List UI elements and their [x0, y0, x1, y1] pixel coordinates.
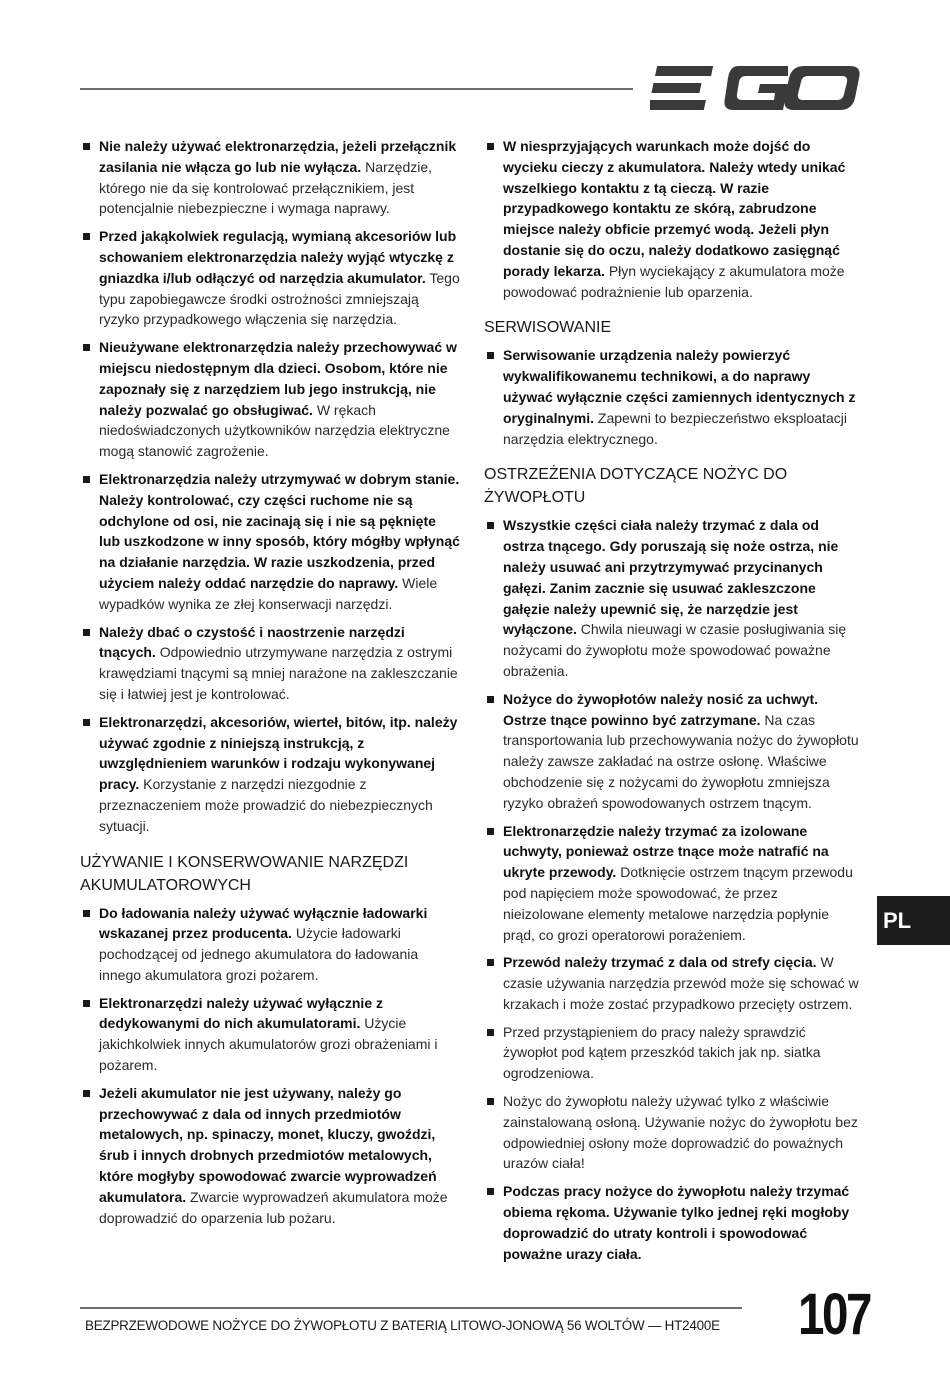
list-item: Przed jakąkolwiek regulacją, wymianą akcesoriów lub schowaniem elektronarzędzia należy wyjąć wtyczkę z gniazdka i/lub odłączyć od narzędzia akumulator. Tego typu zapobiegawcze środki ostrożności zmniejszają ryzyko przypadkowego włączenia się narzędzia. — [80, 226, 460, 330]
square-bullet-icon — [83, 233, 90, 240]
square-bullet-icon — [83, 344, 90, 351]
section-heading-battery-tools: UŻYWANIE I KONSERWOWANIE NARZĘDZI AKUMULATOROWYCH — [80, 853, 409, 894]
list-item: Wszystkie części ciała należy trzymać z dala od ostrza tnącego. Gdy poruszają się noże ostrza, nie należy usuwać ani przytrzymywać przycinanych gałęzi. Zanim zacznie się usuwać zakleszczone gałęzie należy upewnić się, że narzędzie jest wyłączone. Chwila nieuwagi w czasie posługiwania się nożycami do żywopłotu może spowodować poważne obrażenia. — [484, 515, 860, 681]
list-item: Elektronarzędzie należy trzymać za izolowane uchwyty, ponieważ ostrze tnące może natrafić na ukryte przewody. Dotknięcie ostrzem tnącym przewodu pod napięciem może spowodować, że przez nieizolowane elementy metalowe narzędzia popłynie prąd, co grozi operatorowi porażeniem. — [484, 821, 860, 946]
header-rule — [80, 88, 633, 90]
square-bullet-icon — [83, 1000, 90, 1007]
list-item: Serwisowanie urządzenia należy powierzyć wykwalifikowanemu technikowi, a do naprawy używać wyłącznie części zamiennych identycznych z oryginalnymi. Zapewni to bezpieczeństwo eksploatacji narzędzia elektrycznego. — [484, 345, 860, 449]
list-item: Elektronarzędzia należy utrzymywać w dobrym stanie. Należy kontrolować, czy części ruchome nie są odchylone od osi, nie zacinają się i nie są pęknięte lub uszkodzone w inny sposób, który mógłby wpłynąć na działanie narzędzia. W razie uszkodzenia, przed użyciem należy oddać narzędzie do naprawy. Wiele wypadków wynika ze złej konserwacji narzędzi. — [80, 469, 460, 615]
left-bullets-general — [80, 136, 460, 837]
square-bullet-icon — [487, 522, 494, 529]
square-bullet-icon — [83, 719, 90, 726]
square-bullet-icon — [487, 696, 494, 703]
list-item: Podczas pracy nożyce do żywopłotu należy trzymać obiema rękoma. Używanie tylko jednej ręki mogłoby doprowadzić do utraty kontroli i spowodować poważne urazy ciała. — [484, 1181, 860, 1264]
square-bullet-icon — [487, 828, 494, 835]
list-item: Do ładowania należy używać wyłącznie ładowarki wskazanej przez producenta. Użycie ładowarki pochodzącej od jednego akumulatora do ładowania innego akumulatora grozi pożarem. — [80, 903, 460, 986]
list-item: Elektronarzędzi, akcesoriów, wierteł, bitów, itp. należy używać zgodnie z niniejszą instrukcją, z uwzględnieniem warunków i rodzaju wykonywanej pracy. Korzystanie z narzędzi niezgodnie z przeznaczeniem może prowadzić do niebezpiecznych sytuacji. — [80, 712, 460, 837]
list-item: Jeżeli akumulator nie jest używany, należy go przechowywać z dala od innych przedmiotów metalowych, np. spinaczy, monet, kluczy, gwoździ, śrub i innych drobnych przedmiotów metalowych, które mogłyby spowodować zwarcie wyprowadzeń akumulatora. Zwarcie wyprowadzeń akumulatora może doprowadzić do oparzenia lub pożaru. — [80, 1083, 460, 1229]
list-item: Nożyce do żywopłotów należy nosić za uchwyt. Ostrze tnące powinno być zatrzymane. Na czas transportowania lub przechowywania nożyc do żywopłotu należy zawsze zakładać na ostrze osłonę. Właściwe obchodzenie się z nożycami do żywopłotu zmniejsza ryzyko obrażeń spowodowanych ostrzem tnącym. — [484, 689, 860, 814]
square-bullet-icon — [83, 143, 90, 150]
list-item: W niesprzyjających warunkach może dojść do wycieku cieczy z akumulatora. Należy wtedy unikać wszelkiego kontaktu z tą cieczą. W razie przypadkowego kontaktu ze skórą, zabrudzone miejsce należy obficie przemyć wodą. Jeżeli płyn dostanie się do oczu, należy dodatkowo zasięgnąć porady lekarza. Płyn wyciekający z akumulatora może powodować podrażnienie lub oparzenia. — [484, 136, 860, 302]
ego-logo — [650, 62, 862, 114]
square-bullet-icon — [487, 143, 494, 150]
square-bullet-icon — [83, 629, 90, 636]
list-item: Przed przystąpieniem do pracy należy sprawdzić żywopłot pod kątem przeszkód takich jak np. siatka ogrodzeniowa. — [484, 1022, 860, 1084]
square-bullet-icon — [83, 476, 90, 483]
language-tab-label: PL — [883, 907, 912, 933]
square-bullet-icon — [83, 910, 90, 917]
left-column — [80, 136, 460, 1236]
square-bullet-icon — [487, 1098, 494, 1105]
square-bullet-icon — [487, 352, 494, 359]
list-item: Nożyc do żywopłotu należy używać tylko z właściwie zainstalowaną osłoną. Używanie nożyc do żywopłotu bez odpowiedniej osłony może doprowadzić do poważnych urazów ciała! — [484, 1091, 860, 1174]
section-heading-service: SERWISOWANIE — [484, 319, 612, 337]
square-bullet-icon — [487, 1029, 494, 1036]
square-bullet-icon — [487, 1188, 494, 1195]
right-bullets-hedge — [484, 515, 860, 1264]
right-bullets-service — [484, 345, 860, 449]
list-item: Przewód należy trzymać z dala od strefy cięcia. W czasie używania narzędzia przewód może się schować w krzakach i może zostać przypadkowo przecięty ostrzem. — [484, 952, 860, 1014]
square-bullet-icon — [83, 1090, 90, 1097]
footer-product-title: BEZPRZEWODOWE NOŻYCE DO ŻYWOPŁOTU Z BATERIĄ LITOWO-JONOWĄ 56 WOLTÓW — HT2400E — [85, 1318, 720, 1333]
list-item: Elektronarzędzi należy używać wyłącznie z dedykowanymi do nich akumulatorami. Użycie jakichkolwiek innych akumulatorów grozi obrażeniami i pożarem. — [80, 993, 460, 1076]
language-tab — [877, 896, 950, 945]
page-number: 107 — [798, 1282, 870, 1347]
footer-rule — [80, 1307, 742, 1309]
section-heading-hedge-trimmer-warnings: OSTRZEŻENIA DOTYCZĄCE NOŻYC DO ŻYWOPŁOTU — [484, 466, 788, 507]
right-bullets-leak — [484, 136, 860, 302]
square-bullet-icon — [487, 959, 494, 966]
left-bullets-battery — [80, 903, 460, 1229]
list-item: Nieużywane elektronarzędzia należy przechowywać w miejscu niedostępnym dla dzieci. Osobom, które nie zapoznały się z narzędziem lub jego instrukcją, nie należy pozwalać go obsługiwać. W rękach niedoświadczonych użytkowników narzędzia elektryczne mogą stanowić zagrożenie. — [80, 337, 460, 462]
list-item: Nie należy używać elektronarzędzia, jeżeli przełącznik zasilania nie włącza go lub nie wyłącza. Narzędzie, którego nie da się kontrolować przełącznikiem, jest potencjalnie niebezpieczne i wymaga naprawy. — [80, 136, 460, 219]
right-column — [484, 136, 860, 1272]
list-item: Należy dbać o czystość i naostrzenie narzędzi tnących. Odpowiednio utrzymywane narzędzia z ostrymi krawędziami tnącymi są mniej narażone na zakleszczanie się i łatwiej jest je kontrolować. — [80, 622, 460, 705]
